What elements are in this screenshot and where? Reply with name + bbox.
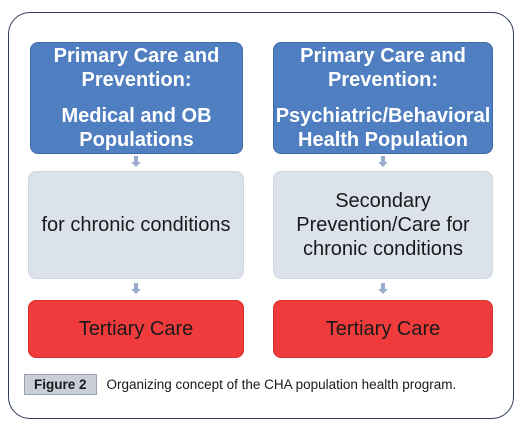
left-tertiary-care-label: Tertiary Care	[78, 318, 194, 340]
right-arrow-down-icon-1	[377, 156, 389, 168]
right-arrow-down-icon-2	[377, 283, 389, 295]
figure-caption-text: Organizing concept of the CHA population health program.	[106, 376, 457, 392]
left-primary-care-subtitle: Medical and OB Populations	[61, 105, 212, 151]
right-secondary-care-label: Secondary Prevention/Care for chronic conditions	[296, 190, 470, 260]
left-secondary-care-box	[28, 171, 244, 279]
left-arrow-down-icon-2	[130, 283, 142, 295]
left-arrow-down-icon-1	[130, 156, 142, 168]
left-primary-care-title: Primary Care and Prevention:	[53, 45, 220, 91]
figure-label: Figure 2	[24, 374, 97, 395]
left-tertiary-care-box	[28, 300, 244, 358]
figure-caption	[24, 373, 456, 395]
right-primary-care-box	[273, 42, 493, 154]
right-tertiary-care-label: Tertiary Care	[325, 318, 441, 340]
left-secondary-care-label: for chronic conditions	[41, 214, 231, 236]
right-secondary-care-box	[273, 171, 493, 279]
left-primary-care-box	[30, 42, 243, 154]
right-tertiary-care-box	[273, 300, 493, 358]
right-primary-care-title: Primary Care and Prevention:	[300, 45, 466, 91]
right-primary-care-subtitle: Psychiatric/Behavioral Health Population	[275, 105, 491, 151]
